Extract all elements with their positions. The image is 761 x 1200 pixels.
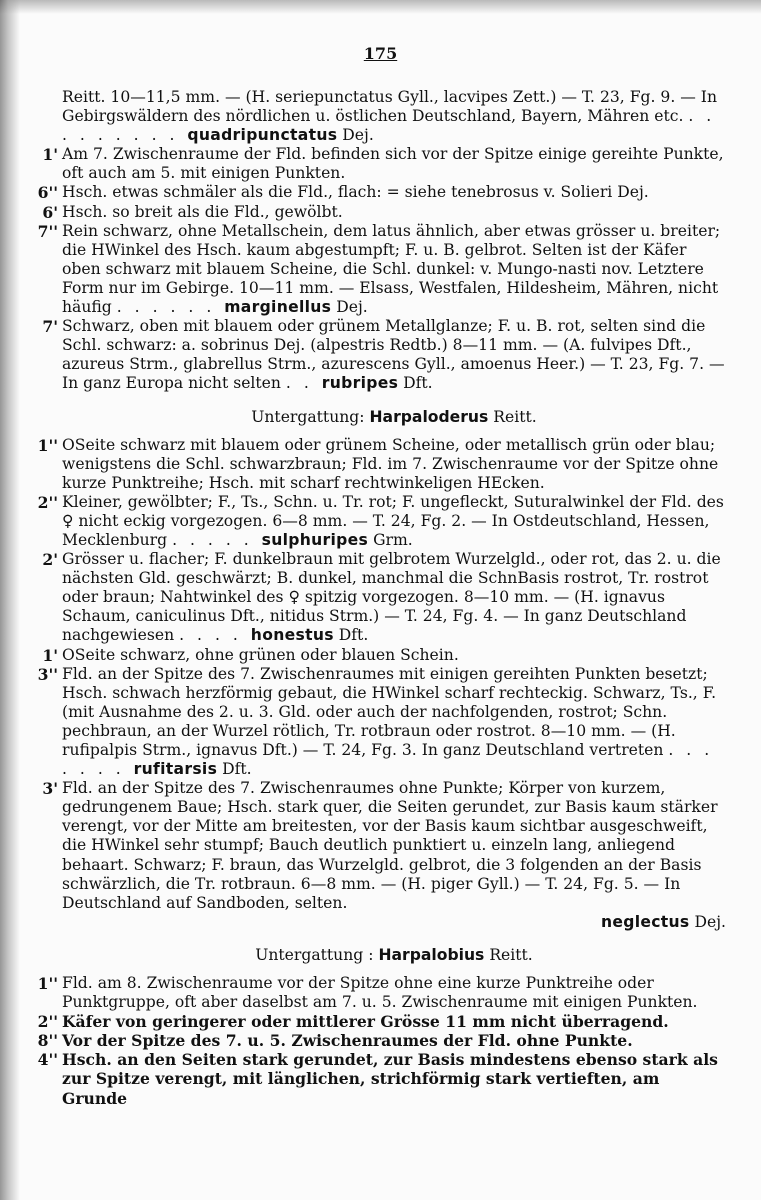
- scan-shadow-left: [0, 0, 20, 1200]
- key-entry: 3'' Fld. an der Spitze des 7. Zwischenraumes mit einigen gereihten Punkten besetzt; Hsch. schwach herzförmig gebaut, die HWinkel scharf rechteckig. Schwarz, Ts., F. (mit Ausnahme des 2. u. 3. Gld. oder auch der nachfolgenden, rostrot; Schn. pechbraun, an der Wurzel rötlich, Tr. rotbraun oder rostrot. 8—10 mm. — (H. rufipalpis Strm., ignavus Dft.) — T. 24, Fg. 3. In ganz Deutschland vertreten . . . . . . . rufitarsis Dft.: [62, 665, 726, 780]
- entry-key: 2': [42, 550, 58, 570]
- key-entry: [37, 1031, 726, 1051]
- entry-key: 3'': [37, 664, 58, 684]
- entry-text: Schwarz, oben mit blauem oder grünem Metallglanze; F. u. B. rot, selten sind die Schl. schwarz: a. sobrinus Dej. (alpestris Redtb.) 8—11 mm. — (A. fulvipes Dft., azureus Strm., glabrellus Strm., azurescens Gyll., amoenus Heer.) — T. 23, Fg. 7. — In ganz Europa nicht selten: [62, 317, 725, 393]
- key-entry: 2' Grösser u. flacher; F. dunkelbraun mit gelbrotem Wurzelgld., oder rot, das 2. u. die nächsten Gld. geschwärzt; B. dunkel, manchmal die SchnBasis rostrot, Tr. rostrot oder braun; Nahtwinkel des ♀ spitzig vorgezogen. 8—10 mm. — (H. ignavus Schaum, caniculinus Dft., nitidus Strm.) — T. 24, Fg. 4. — In ganz Deutschland nachgewiesen . . . . honestus Dft.: [62, 550, 726, 645]
- species-author: Dft.: [403, 374, 433, 393]
- entry-key: 2'': [37, 1012, 58, 1032]
- species-author: Dej.: [694, 912, 726, 931]
- species-name: rubripes: [321, 374, 399, 393]
- key-entry: [42, 779, 726, 932]
- species-name: honestus: [250, 626, 334, 645]
- species-author: Dft.: [338, 626, 369, 645]
- subgenus-heading: Untergattung : Harpalobius Reitt.: [255, 945, 533, 964]
- species-name: quadripunctatus: [187, 126, 338, 145]
- entry-text: Fld. an der Spitze des 7. Zwischenraumes ohne Punkte; Körper von kurzem, gedrungenem Baue; Hsch. stark quer, die Seiten gerundet, zur Basis kaum stärker verengt, vor der Mitte am breitesten, vor der Basis kaum sichtbar ausgeschweift, die HWinkel sehr stumpf; Bauch deutlich punktiert u. einzeln lang, anliegend behaart. Schwarz; F. braun, das Wurzelgld. gelbrot, die 3 folgenden an der Basis schwärzlich, die Tr. rotbraun. 6—8 mm. — (H. piger Gyll.) — T. 24, Fg. 5. — In Deutschland auf Sandboden, selten.: [62, 779, 718, 912]
- subgenus-heading: Untergattung: Harpaloderus Reitt.: [251, 407, 537, 426]
- species-name: sulphuripes: [261, 530, 369, 549]
- key-entry: [37, 973, 726, 1012]
- entry-key: 6'': [37, 183, 58, 203]
- entry-text: Hsch. an den Seiten stark gerundet, zur Basis mindestens ebenso stark als zur Spitze verengt, mit länglichen, strichförmig stark vertieften, am Grunde: [62, 1050, 718, 1108]
- entry-key: 1': [42, 645, 58, 665]
- species-author: Dej.: [342, 126, 374, 145]
- entry-key: 7': [42, 317, 58, 337]
- key-entry: [42, 645, 726, 665]
- entry-text: Am 7. Zwischenraume der Fld. befinden sich vor der Spitze einige gereihte Punkte, oft auch am 5. mit einigen Punkten.: [62, 145, 724, 183]
- key-entry: [37, 1050, 726, 1108]
- key-entry: 7' Schwarz, oben mit blauem oder grünem Metallglanze; F. u. B. rot, selten sind die Schl. schwarz: a. sobrinus Dej. (alpestris Redtb.) 8—11 mm. — (A. fulvipes Dft., azureus Strm., glabrellus Strm., azurescens Gyll., amoenus Heer.) — T. 23, Fg. 7. — In ganz Europa nicht selten . . rubripes Dft.: [62, 317, 726, 393]
- entry-text: Käfer von geringerer oder mittlerer Grösse 11 mm nicht überragend.: [62, 1012, 669, 1032]
- key-entry: Reitt. 10—11,5 mm. — (H. seriepunctatus Gyll., lacvipes Zett.) — T. 23, Fg. 9. — In Gebirgswäldern des nördlichen u. östlichen Deutschland, Bayern, Mähren etc. . . . . . . . . . quadripunctatus Dej.: [62, 88, 718, 145]
- key-entry: [37, 435, 726, 493]
- entry-key: 8'': [37, 1031, 58, 1051]
- species-author: Dft.: [222, 760, 252, 779]
- subgenus-name: Harpalobius: [378, 945, 485, 964]
- scan-shadow-top: [0, 0, 761, 14]
- key-entry: 7'' Rein schwarz, ohne Metallschein, dem latus ähnlich, aber etwas grösser u. breiter; die HWinkel des Hsch. kaum abgestumpft; F. u. B. gelbrot. Selten ist der Käfer oben schwarz mit blauem Scheine, die Schl. dunkel: v. Mungo-nasti nov. Letztere Form nur im Gebirge. 10—11 mm. — Elsass, Westfalen, Hildesheim, Mähren, nicht häufig . . . . . . marginellus Dej.: [62, 222, 726, 317]
- entry-text: Hsch. etwas schmäler als die Fld., flach: = siehe tenebrosus v. Solieri Dej.: [62, 183, 649, 202]
- entry-text: Rein schwarz, ohne Metallschein, dem latus ähnlich, aber etwas grösser u. breiter; die HWinkel des Hsch. kaum abgestumpft; F. u. B. gelbrot. Selten ist der Käfer oben schwarz mit blauem Scheine, die Schl. dunkel: v. Mungo-nasti nov. Letztere Form nur im Gebirge. 10—11 mm. — Elsass, Westfalen, Hildesheim, Mähren, nicht häufig: [62, 221, 721, 317]
- subgenus-name: Harpaloderus: [369, 407, 489, 426]
- entry-text: Hsch. so breit als die Fld., gewölbt.: [62, 202, 343, 221]
- key-entry: [42, 202, 726, 222]
- entry-key: 7'': [37, 221, 58, 241]
- entry-text: OSeite schwarz, ohne grünen oder blauen Schein.: [62, 645, 459, 664]
- species-author: Dej.: [336, 298, 368, 317]
- key-entry: [42, 145, 726, 183]
- entry-text: Kleiner, gewölbter; F., Ts., Schn. u. Tr. rot; F. ungefleckt, Suturalwinkel der Fld. des ♀ nicht eckig vorgezogen. 6—8 mm. — T. 24, Fg. 2. — In Ostdeutschland, Hessen, Mecklenburg: [62, 492, 724, 549]
- species-author: Grm.: [373, 530, 413, 549]
- entry-text: Reitt. 10—11,5 mm. — (H. seriepunctatus Gyll., lacvipes Zett.) — T. 23, Fg. 9. — In Gebirgswäldern des nördlichen u. östlichen Deutschland, Bayern, Mähren etc.: [62, 88, 718, 126]
- entry-key: 4'': [37, 1050, 58, 1070]
- species-name: neglectus: [600, 912, 690, 931]
- entry-key: 1': [42, 145, 58, 165]
- entry-key: 2'': [37, 492, 58, 512]
- entry-key: 1'': [37, 435, 58, 455]
- entry-key: 6': [42, 202, 58, 222]
- species-name: rufitarsis: [133, 760, 218, 779]
- entry-text: Fld. am 8. Zwischenraume vor der Spitze ohne eine kurze Punktreihe oder Punktgruppe, oft aber daselbst am 7. u. 5. Zwischenraume mit einigen Punkten.: [62, 973, 698, 1012]
- entry-key: 3': [42, 779, 58, 799]
- key-entry: [37, 183, 726, 203]
- page-number: 175: [363, 44, 398, 63]
- entry-key: 1'': [37, 973, 58, 993]
- key-entry: 2'' Kleiner, gewölbter; F., Ts., Schn. u. Tr. rot; F. ungefleckt, Suturalwinkel der Fld. des ♀ nicht eckig vorgezogen. 6—8 mm. — T. 24, Fg. 2. — In Ostdeutschland, Hessen, Mecklenburg . . . . . sulphuripes Grm.: [62, 493, 726, 550]
- entry-text: OSeite schwarz mit blauem oder grünem Scheine, oder metallisch grün oder blau; wenigstens die Schl. schwarzbraun; Fld. im 7. Zwischenraume vor der Spitze ohne kurze Punktreihe; Hsch. mit scharf rechtwinkeligen HEcken.: [62, 435, 719, 492]
- entry-text: Grösser u. flacher; F. dunkelbraun mit gelbrotem Wurzelgld., oder rot, das 2. u. die nächsten Gld. geschwärzt; B. dunkel, manchmal die SchnBasis rostrot, Tr. rostrot oder braun; Nahtwinkel des ♀ spitzig vorgezogen. 8—10 mm. — (H. ignavus Schaum, caniculinus Dft., nitidus Strm.) — T. 24, Fg. 4. — In ganz Deutschland nachgewiesen: [62, 550, 721, 645]
- entry-text: Vor der Spitze des 7. u. 5. Zwischenraumes der Fld. ohne Punkte.: [62, 1031, 633, 1051]
- key-entry: [37, 1012, 726, 1032]
- species-name: marginellus: [224, 298, 332, 317]
- entry-text: Fld. an der Spitze des 7. Zwischenraumes mit einigen gereihten Punkten besetzt; Hsch. schwach herzförmig gebaut, die HWinkel scharf rechteckig. Schwarz, Ts., F. (mit Ausnahme des 2. u. 3. Gld. oder auch der nachfolgenden, rostrot; Schn. pechbraun, an der Wurzel rötlich, Tr. rotbraun oder rostrot. 8—10 mm. — (H. rufipalpis Strm., ignavus Dft.) — T. 24, Fg. 3. In ganz Deutschland vertreten: [62, 664, 717, 759]
- key-text: [37, 88, 726, 1108]
